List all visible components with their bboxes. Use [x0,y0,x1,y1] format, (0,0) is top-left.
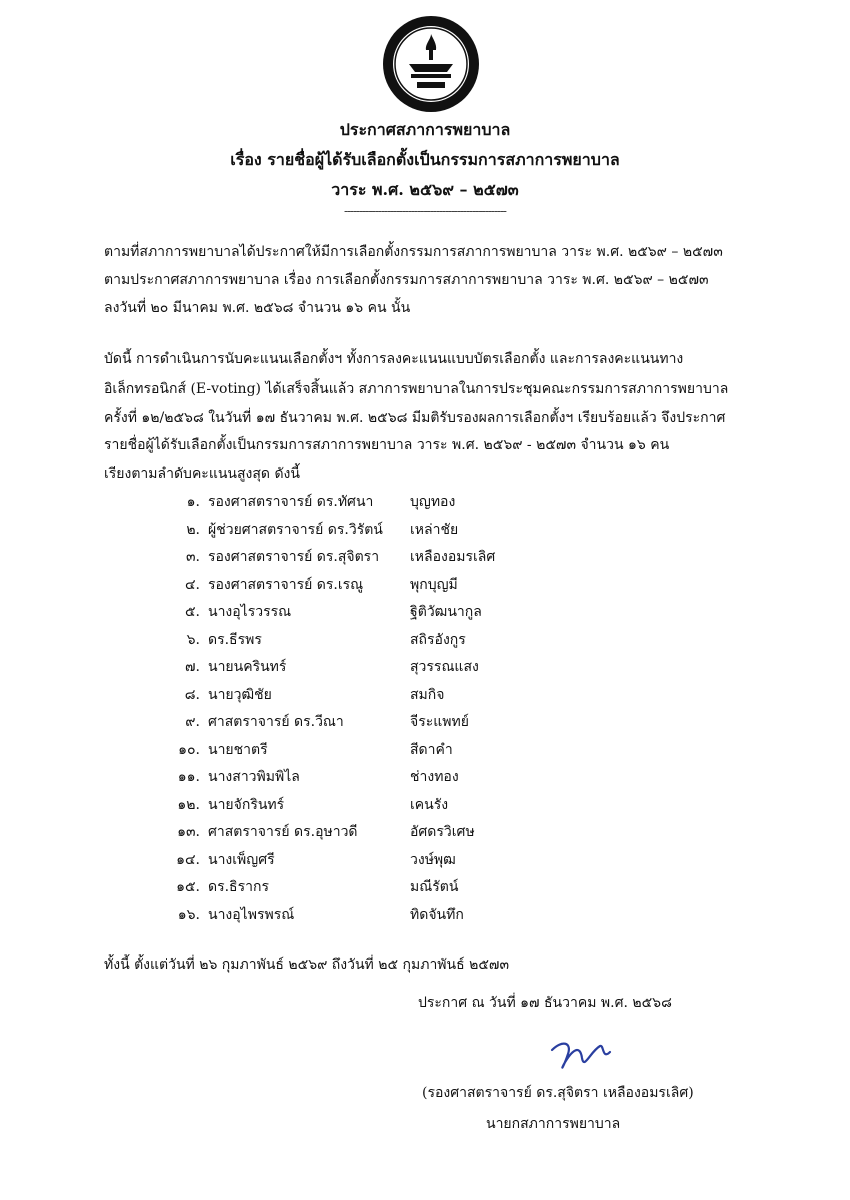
member-number: ๔. [184,576,200,593]
member-number: ๑๑. [177,769,200,785]
member-surname: สุวรรณแสง [410,659,479,675]
member-surname: อัศดรวิเศษ [410,824,475,840]
paragraph-2-line-5: เรียงตามลำดับคะแนนสูงสุด ดังนี้ [104,466,300,482]
member-surname: สมกิจ [410,686,445,703]
announcement-date: ประกาศ ณ วันที่ ๑๗ ธันวาคม พ.ศ. ๒๕๖๘ [418,995,672,1011]
member-name: นางอุไพรพรณ์ [208,906,295,923]
member-number: ๓. [185,549,200,565]
member-surname: พุกบุญมี [410,576,458,593]
member-surname: เคนรัง [410,796,449,813]
member-surname: สถิรอังกูร [410,631,466,648]
member-name: ผู้ช่วยศาสตราจารย์ ดร.วิรัตน์ [208,521,383,538]
member-surname: เหลืองอมรเลิศ [410,549,496,565]
member-name: นางเพ็ญศรี [208,851,275,868]
announcement-title: ประกาศสภาการพยาบาล [339,120,511,139]
member-name: ดร.ธิรากร [208,879,269,895]
member-number: ๑๒. [177,796,200,813]
member-number: ๑๕. [176,879,200,895]
member-name: ศาสตราจารย์ ดร.อุษาวดี [208,824,358,840]
member-name: นายวุฒิชัย [208,686,272,703]
member-surname: บุญทอง [410,494,456,510]
paragraph-2-line-4: รายชื่อผู้ได้รับเลือกตั้งเป็นกรรมการสภาการพยาบาล วาระ พ.ศ. ๒๕๖๙ - ๒๕๗๓ จำนวน ๑๖ คน [104,437,670,453]
member-name: รองศาสตราจารย์ ดร.เรณู [208,576,364,593]
member-surname: มณีรัตน์ [410,879,459,895]
member-number: ๘. [184,686,200,703]
member-surname: เหล่าชัย [410,521,459,538]
member-name: นายจักรินทร์ [208,796,285,813]
member-number: ๖. [186,631,200,648]
member-surname: สีดาคำ [410,741,453,758]
member-number: ๑๖. [177,906,200,923]
member-name: ศาสตราจารย์ ดร.วีณา [208,714,344,730]
member-number: ๑๐. [178,741,200,758]
handwritten-signature [542,1032,622,1082]
paragraph-1-line-3: ลงวันที่ ๒๐ มีนาคม พ.ศ. ๒๕๖๘ จำนวน ๑๖ คน นั้น [104,300,411,316]
signer-title: นายกสภาการพยาบาล [486,1116,621,1132]
divider-line: ----------------------------------------------------- [344,204,506,218]
member-name: นายนครินทร์ [208,659,287,675]
signer-name: (รองศาสตราจารย์ ดร.สุจิตรา เหลืองอมรเลิศ) [422,1085,694,1101]
paragraph-1-line-1: ตามที่สภาการพยาบาลได้ประกาศให้มีการเลือกตั้งกรรมการสภาการพยาบาล วาระ พ.ศ. ๒๕๖๙ – ๒๕๗๓ [104,244,723,260]
member-name: นางสาวพิมพิไล [208,769,300,785]
member-number: ๒. [186,521,200,538]
paragraph-1-line-2: ตามประกาศสภาการพยาบาล เรื่อง การเลือกตั้งกรรมการสภาการพยาบาล วาระ พ.ศ. ๒๕๖๙ – ๒๕๗๓ [104,272,709,288]
member-number: ๕. [184,604,200,620]
member-name: รองศาสตราจารย์ ดร.ทัศนา [208,494,374,510]
paragraph-2-line-1: บัดนี้ การดำเนินการนับคะแนนเลือกตั้งฯ ทั้งการลงคะแนนแบบบัตรเลือกตั้ง และการลงคะแนนทาง [104,351,684,367]
member-number: ๑๔. [176,851,200,868]
member-name: นายชาตรี [208,741,268,758]
effective-period: ทั้งนี้ ตั้งแต่วันที่ ๒๖ กุมภาพันธ์ ๒๕๖๙ ถึงวันที่ ๒๕ กุมภาพันธ์ ๒๕๗๓ [104,957,510,973]
member-name: ดร.ธีรพร [208,631,262,648]
paragraph-2-line-2: อิเล็กทรอนิกส์ (E-voting) ได้เสร็จสิ้นแล้ว สภาการพยาบาลในการประชุมคณะกรรมการสภาการพยาบาล [104,381,729,397]
member-number: ๗. [185,659,200,675]
council-seal-logo [381,14,481,114]
member-surname: ช่างทอง [410,769,459,785]
member-name: รองศาสตราจารย์ ดร.สุจิตรา [208,549,380,565]
announcement-term: วาระ พ.ศ. ๒๕๖๙ – ๒๕๗๓ [331,180,519,199]
member-number: ๙. [185,714,200,730]
paragraph-2-line-3: ครั้งที่ ๑๒/๒๕๖๘ ในวันที่ ๑๗ ธันวาคม พ.ศ. ๒๕๖๘ มีมติรับรองผลการเลือกตั้งฯ เรียบร้อยแล้ว จึงประกาศ [104,410,726,426]
member-surname: ทิดจันทึก [410,906,464,923]
member-number: ๑๓. [177,824,200,840]
member-surname: วงษ์พุฒ [410,851,456,868]
member-number: ๑. [186,494,200,510]
member-surname: ฐิติวัฒนากูล [410,604,482,620]
member-name: นางอุไรวรรณ [208,604,292,620]
announcement-subject: เรื่อง รายชื่อผู้ได้รับเลือกตั้งเป็นกรรมการสภาการพยาบาล [230,150,620,169]
member-surname: จีระแพทย์ [410,714,469,730]
